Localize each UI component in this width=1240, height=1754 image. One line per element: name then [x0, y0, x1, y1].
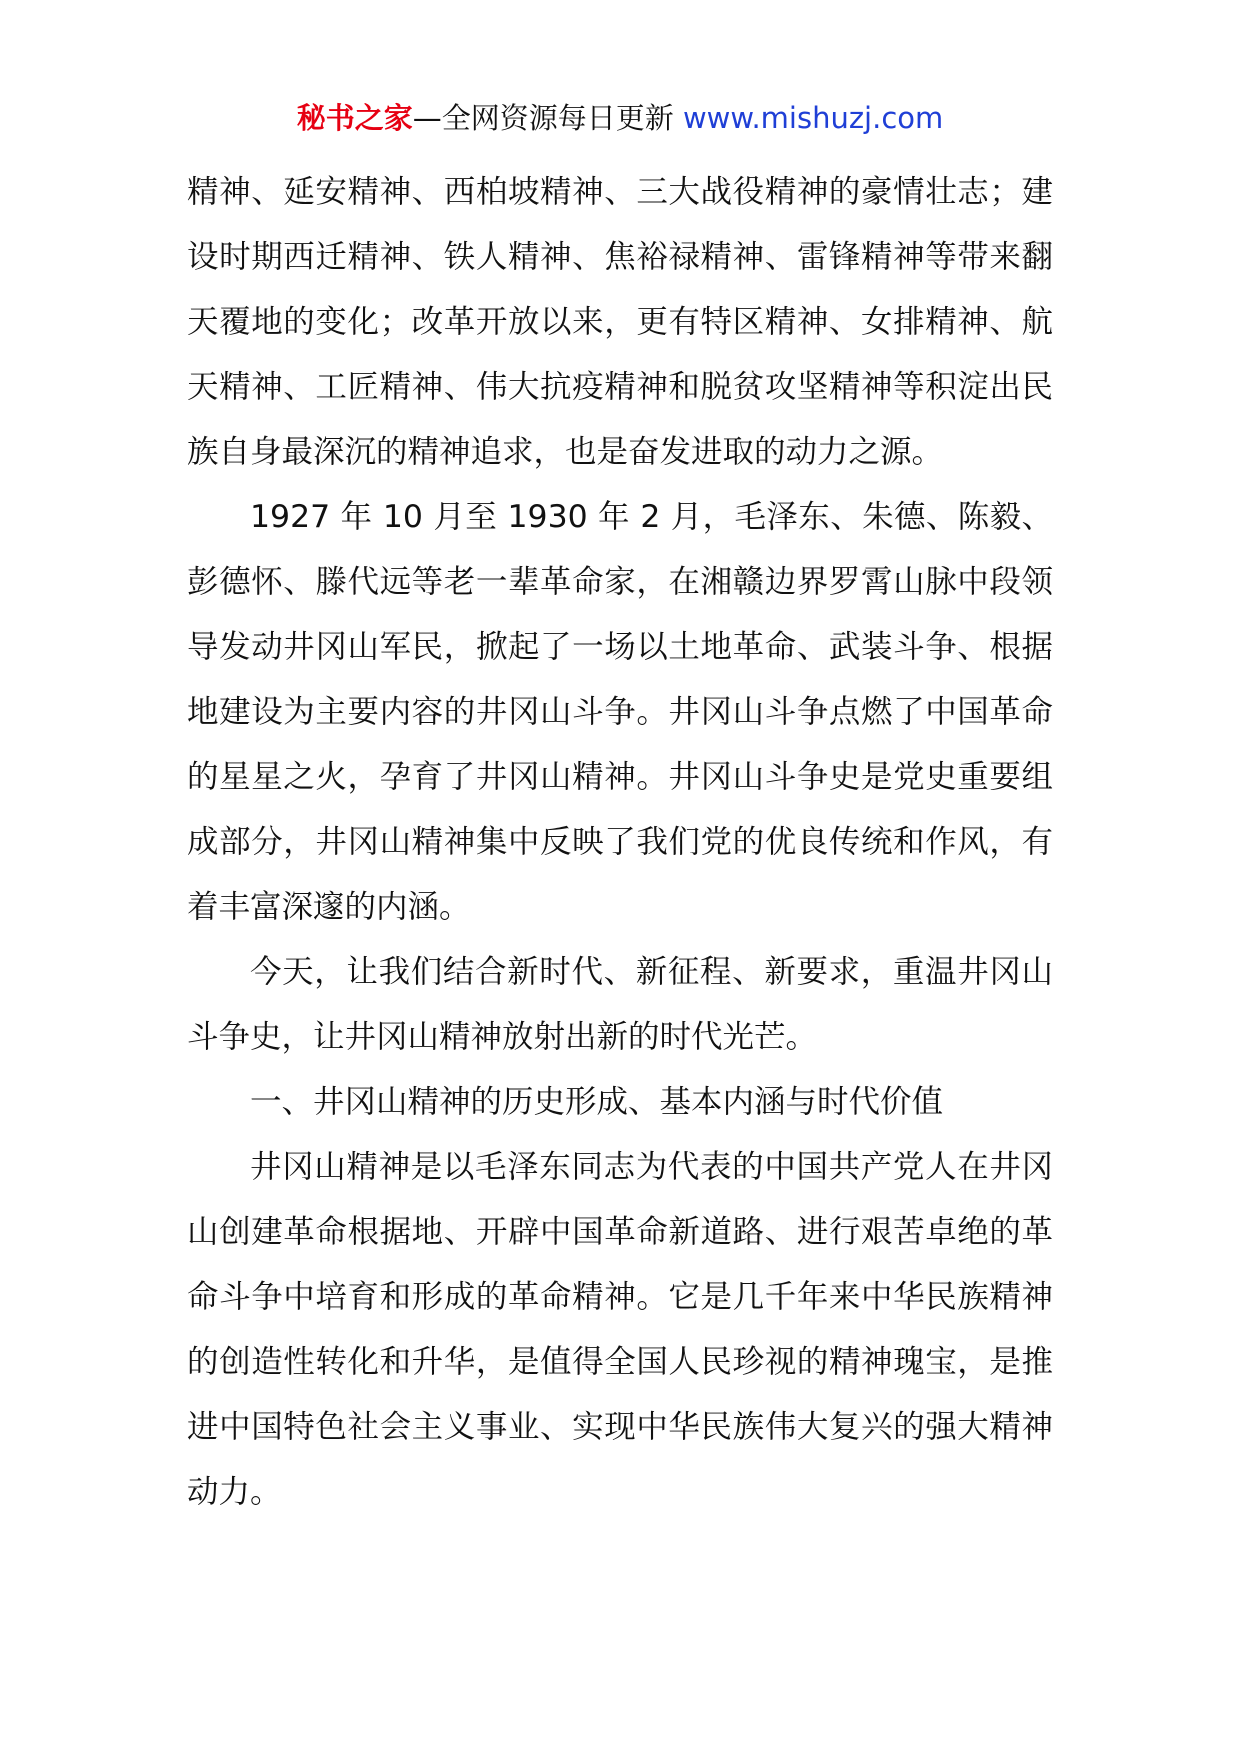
paragraph-continued: 精神、延安精神、西柏坡精神、三大战役精神的豪情壮志；建设时期西迁精神、铁人精神、焦裕禄精神、雷锋精神等带来翻天覆地的变化；改革开放以来，更有特区精神、女排精神、航天精神、工匠精神、伟大抗疫精神和脱贫攻坚精神等积淀出民族自身最深沉的精神追求，也是奋发进取的动力之源。	[187, 174, 1053, 470]
site-url-link[interactable]: www.mishuzj.com	[682, 101, 944, 135]
page-header	[0, 98, 1240, 138]
paragraph-jinggangshan-spirit: 井冈山精神是以毛泽东同志为代表的中国共产党人在井冈山创建革命根据地、开辟中国革命新道路、进行艰苦卓绝的革命斗争中培育和形成的革命精神。它是几千年来中华民族精神的创造性转化和升华，是值得全国人民珍视的精神瑰宝，是推进中国特色社会主义事业、实现中华民族伟大复兴的强大精神动力。	[187, 1149, 1053, 1510]
paragraph-jinggangshan-struggle: 1927 年 10 月至 1930 年 2 月，毛泽东、朱德、陈毅、彭德怀、滕代远等老一辈革命家，在湘赣边界罗霄山脉中段领导发动井冈山军民，掀起了一场以土地革命、武装斗争、根据地建设为主要内容的井冈山斗争。井冈山斗争点燃了中国革命的星星之火，孕育了井冈山精神。井冈山斗争史是党史重要组成部分，井冈山精神集中反映了我们党的优良传统和作风，有着丰富深邃的内涵。	[187, 499, 1053, 925]
header-slogan: —全网资源每日更新	[412, 101, 674, 135]
brand-name: 秘书之家	[296, 101, 413, 135]
document-body	[187, 160, 1053, 1525]
section-heading: 一、井冈山精神的历史形成、基本内涵与时代价值	[250, 1084, 944, 1120]
paragraph-today: 今天，让我们结合新时代、新征程、新要求，重温井冈山斗争史，让井冈山精神放射出新的时代光芒。	[187, 954, 1053, 1055]
